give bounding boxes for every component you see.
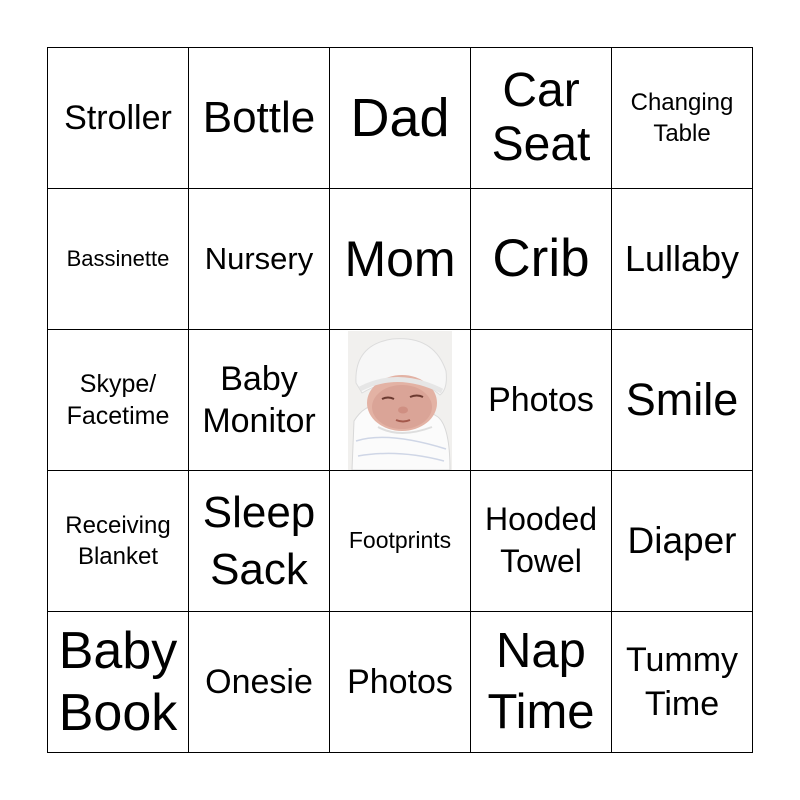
bingo-cell[interactable] (330, 471, 471, 612)
cell-label: Tummy Time (625, 640, 739, 723)
free-space-cell[interactable] (330, 330, 471, 471)
cell-label: Hooded Towel (484, 501, 598, 579)
cell-label: Nap Time (487, 623, 595, 739)
cell-label: Smile (625, 373, 739, 425)
bingo-cell[interactable] (189, 612, 330, 753)
cell-label: Photos (488, 380, 594, 419)
bingo-cell[interactable] (471, 189, 612, 330)
bingo-cell[interactable] (612, 471, 753, 612)
bingo-cell[interactable] (189, 48, 330, 189)
bingo-cell[interactable] (189, 330, 330, 471)
bingo-cell[interactable] (189, 189, 330, 330)
bingo-cell[interactable] (612, 612, 753, 753)
bingo-cell[interactable] (48, 471, 189, 612)
cell-label: Car Seat (491, 64, 591, 171)
bingo-cell[interactable] (48, 612, 189, 753)
bingo-cell[interactable] (471, 471, 612, 612)
cell-label: Nursery (204, 240, 314, 276)
cell-label: Bassinette (66, 245, 170, 271)
cell-label: Photos (347, 662, 453, 701)
bingo-cell[interactable] (330, 612, 471, 753)
cell-label: Onesie (205, 662, 313, 701)
cell-label: Footprints (348, 527, 452, 554)
baby-photo (348, 331, 452, 470)
cell-label: Changing Table (630, 88, 734, 147)
bingo-cell[interactable] (48, 189, 189, 330)
bingo-cell[interactable] (189, 471, 330, 612)
bingo-cell[interactable] (471, 330, 612, 471)
cell-label: Lullaby (624, 237, 740, 279)
bingo-cell[interactable] (48, 330, 189, 471)
bingo-cell[interactable] (612, 330, 753, 471)
cell-label: Sleep Sack (202, 487, 316, 594)
bingo-board (47, 47, 753, 753)
bingo-cell[interactable] (612, 48, 753, 189)
cell-label: Baby Book (58, 621, 178, 742)
cell-label: Stroller (64, 98, 172, 137)
cell-label: Receiving Blanket (65, 511, 171, 570)
newborn-baby-image (348, 331, 452, 470)
cell-label: Diaper (627, 520, 737, 562)
bingo-cell[interactable] (612, 189, 753, 330)
cell-label: Baby Monitor (202, 359, 316, 440)
cell-label: Crib (492, 229, 590, 289)
bingo-cell[interactable] (471, 612, 612, 753)
cell-label: Dad (350, 87, 450, 148)
bingo-cell[interactable] (330, 189, 471, 330)
bingo-cell[interactable] (471, 48, 612, 189)
cell-label: Bottle (202, 93, 316, 143)
bingo-cell[interactable] (330, 48, 471, 189)
cell-label: Skype/ Facetime (66, 369, 170, 430)
bingo-cell[interactable] (48, 48, 189, 189)
cell-label: Mom (344, 231, 456, 287)
